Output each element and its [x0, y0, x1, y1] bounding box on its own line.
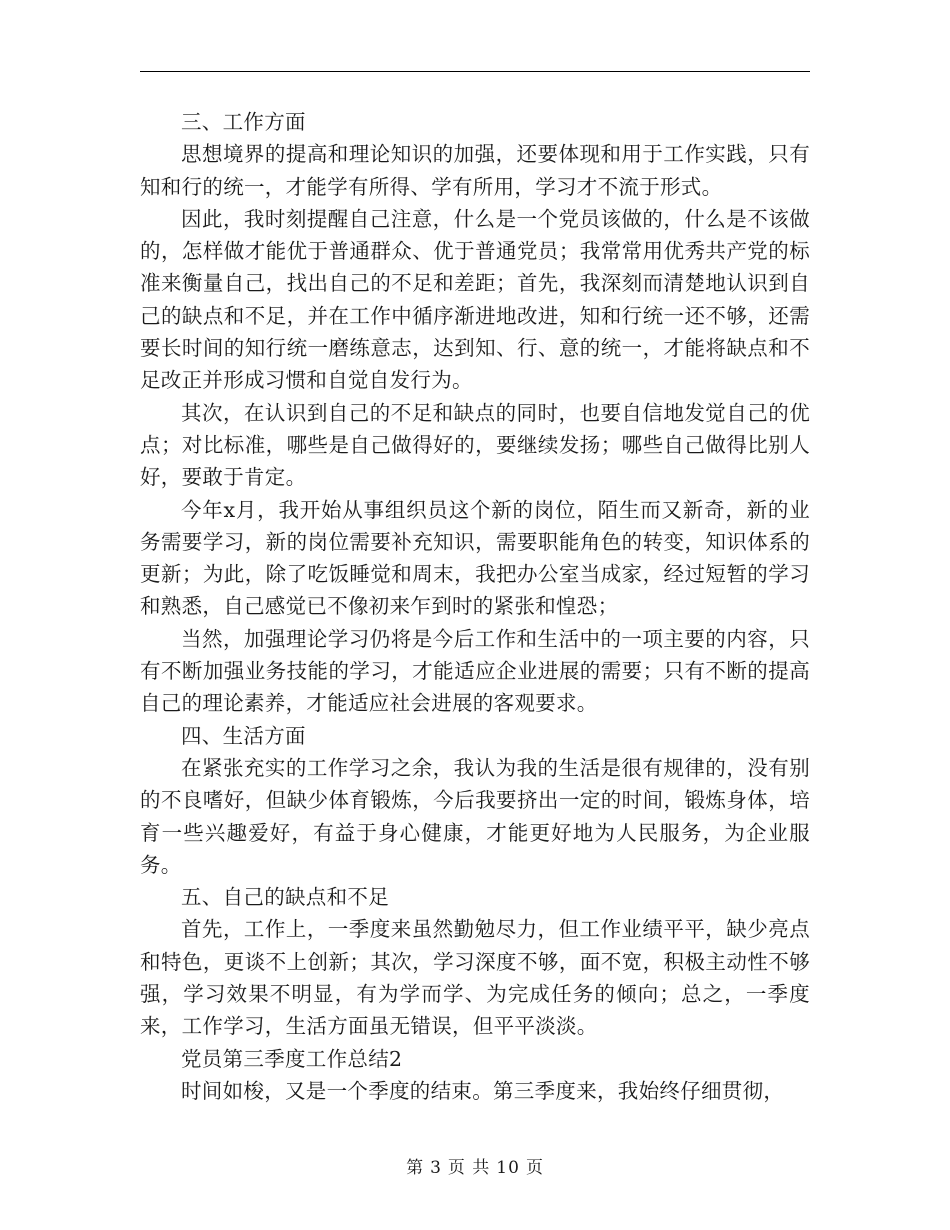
- footer-prefix: 第: [406, 1158, 425, 1178]
- document-subtitle: 党员第三季度工作总结2: [181, 1046, 403, 1071]
- section-heading-work: 三、工作方面: [181, 110, 306, 134]
- footer-suffix: 页: [525, 1158, 544, 1178]
- paragraph: 时间如梭，又是一个季度的结束。第三季度来，我始终仔细贯彻，: [181, 1078, 785, 1103]
- page-footer: [0, 1153, 950, 1178]
- paragraph: 思想境界的提高和理论知识的加强，还要体现和用于工作实践，只有知和行的统一，才能学有所得、学有所用，学习才不流于形式。: [140, 142, 810, 199]
- paragraph: 在紧张充实的工作学习之余，我认为我的生活是很有规律的，没有别的不良嗜好，但缺少体育锻炼，今后我要挤出一定的时间，锻炼身体，培育一些兴趣爱好，有益于身心健康，才能更好地为人民服务，为企业服务。: [140, 755, 810, 877]
- header-rule: [140, 71, 810, 72]
- paragraph: 首先，工作上，一季度来虽然勤勉尽力，但工作业绩平平，缺少亮点和特色，更谈不上创新；其次，学习深度不够，面不宽，积极主动性不够强，学习效果不明显，有为学而学、为完成任务的倾向；总之，一季度来，工作学习，生活方面虽无错误，但平平淡淡。: [140, 917, 810, 1039]
- current-page-number: 3: [430, 1158, 442, 1178]
- paragraph: 其次，在认识到自己的不足和缺点的同时，也要自信地发觉自己的优点；对比标准，哪些是自己做得好的，要继续发扬；哪些自己做得比别人好，要敢于肯定。: [140, 400, 810, 490]
- footer-middle: 页 共: [447, 1158, 491, 1178]
- paragraph: 今年x月，我开始从事组织员这个新的岗位，陌生而又新奇，新的业务需要学习，新的岗位需要补充知识，需要职能角色的转变，知识体系的更新；为此，除了吃饭睡觉和周末，我把办公室当成家，经过短暂的学习和熟悉，自己感觉已不像初来乍到时的紧张和惶恐；: [140, 497, 810, 619]
- paragraph: 当然，加强理论学习仍将是今后工作和生活中的一项主要的内容，只有不断加强业务技能的学习，才能适应企业进展的需要；只有不断的提高自己的理论素养，才能适应社会进展的客观要求。: [140, 626, 810, 716]
- paragraph: 因此，我时刻提醒自己注意，什么是一个党员该做的，什么是不该做的，怎样做才能优于普通群众、优于普通党员；我常常用优秀共产党的标准来衡量自己，找出自己的不足和差距；首先，我深刻而清楚地认识到自己的缺点和不足，并在工作中循序渐进地改进，知和行统一还不够，还需要长时间的知行统一磨练意志，达到知、行、意的统一，才能将缺点和不足改正并形成习惯和自觉自发行为。: [140, 206, 810, 393]
- document-body: [140, 106, 810, 1107]
- section-heading-life: 四、生活方面: [181, 723, 306, 748]
- section-heading-shortcomings: 五、自己的缺点和不足: [181, 885, 389, 910]
- total-page-count: 10: [496, 1158, 520, 1178]
